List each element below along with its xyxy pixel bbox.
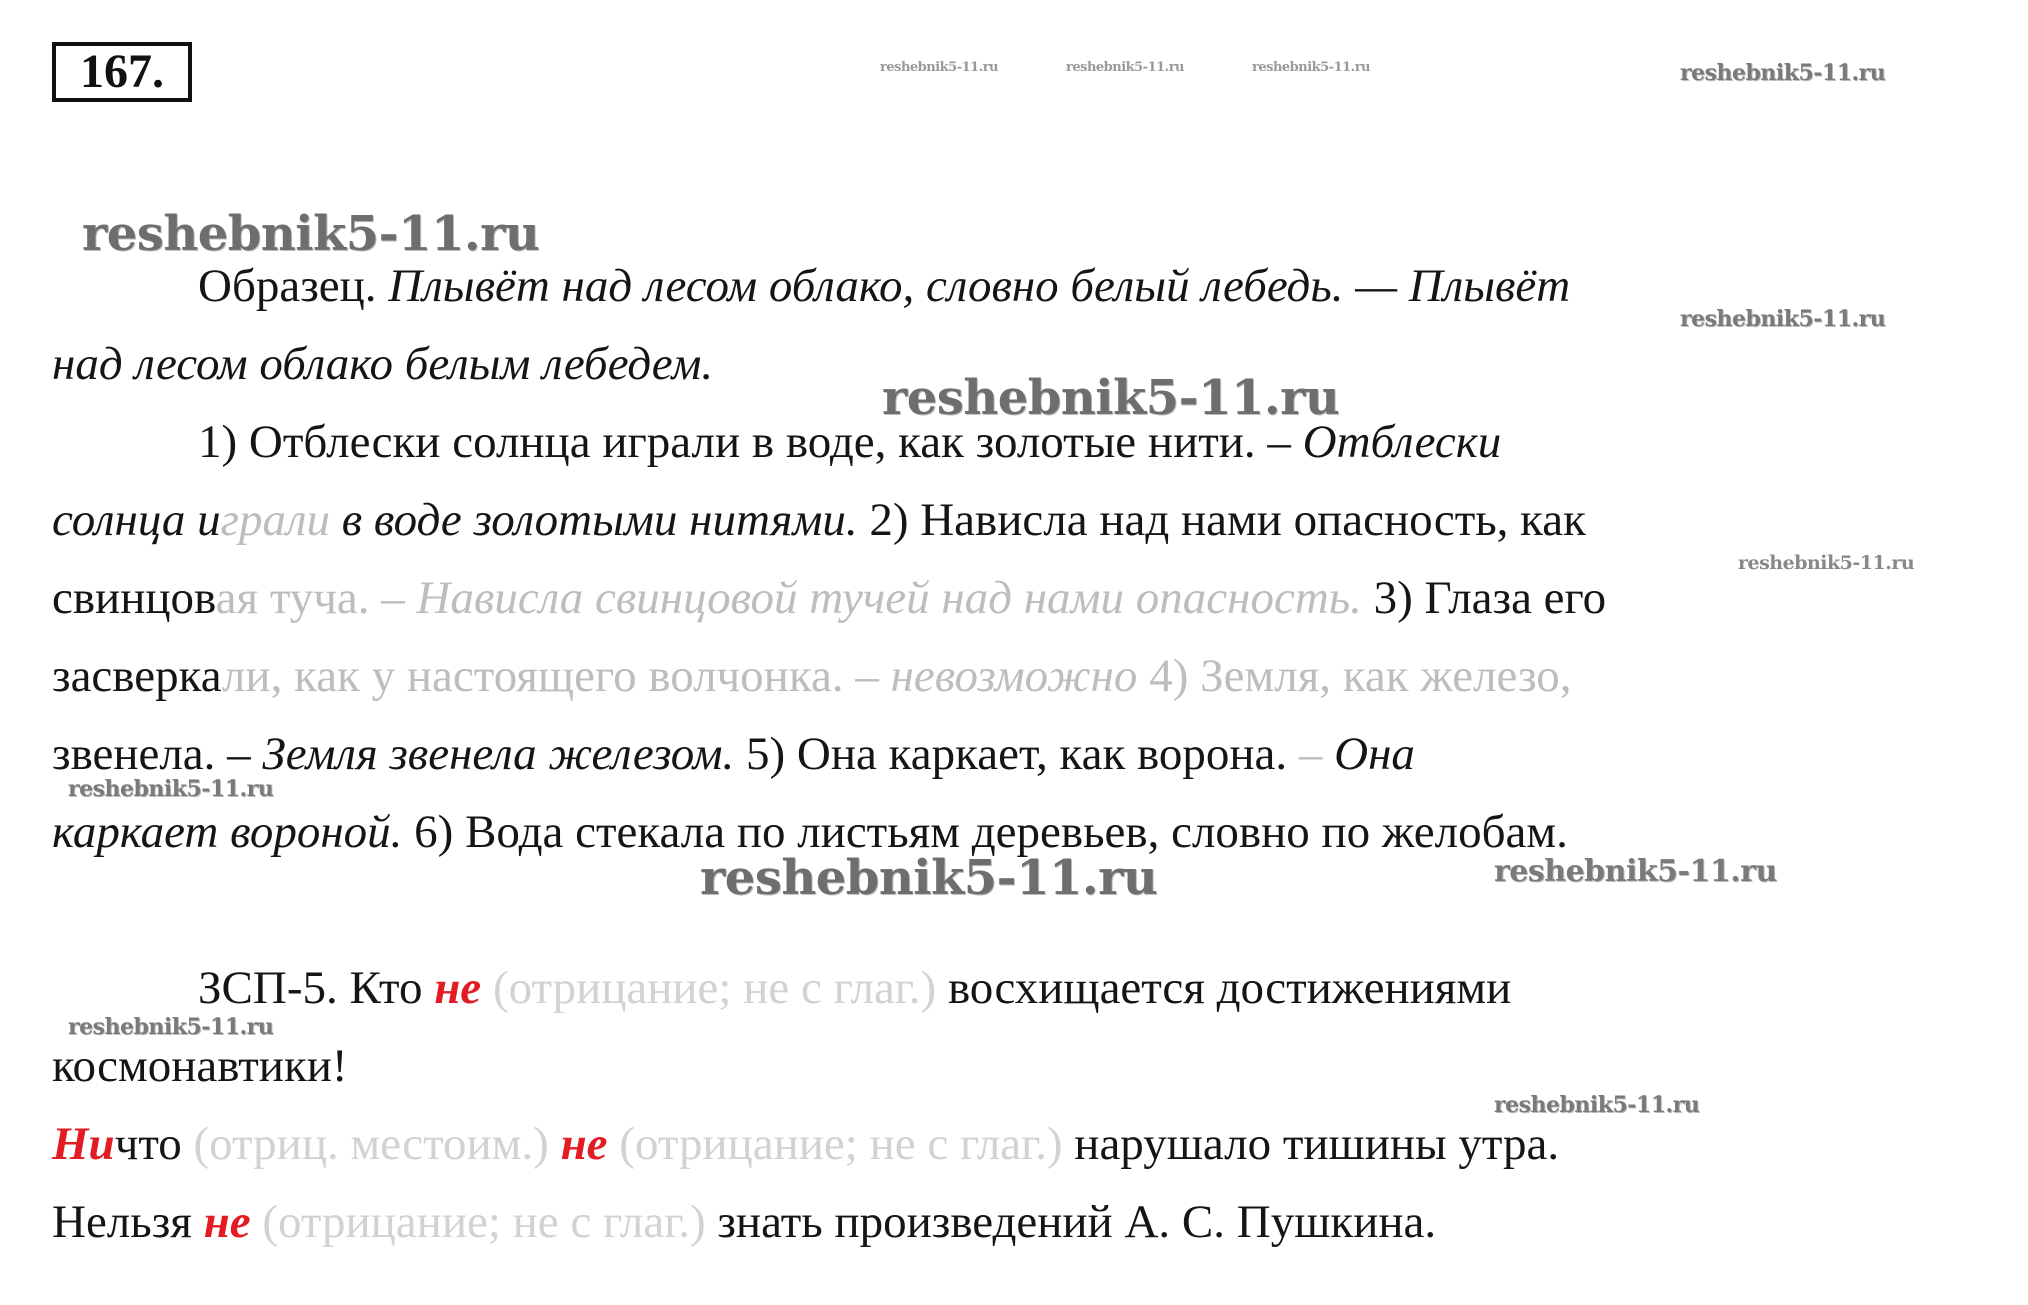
watermark: reshebnik5-11.ru xyxy=(1494,1092,1700,1118)
watermark: reshebnik5-11.ru xyxy=(880,60,999,75)
text-fragment: ЗСП-5. Кто xyxy=(198,962,423,1014)
text-fragment: ли, как у настоящего волчонка. xyxy=(221,650,844,702)
answer-fragment: солнца и xyxy=(52,494,221,546)
sample-text: Плывёт над лесом облако, словно белый лебедь. — Плывёт xyxy=(388,260,1571,312)
grammar-note: (отриц. местоим.) xyxy=(193,1118,549,1170)
text-line xyxy=(52,726,1415,782)
zsp-line xyxy=(52,1194,1436,1250)
text-fragment: 2) Нависла над нами опасность, как xyxy=(869,494,1587,546)
text-fragment: – xyxy=(1298,728,1323,780)
text-fragment: знать произведений А. С. Пушкина. xyxy=(717,1196,1437,1248)
watermark: reshebnik5-11.ru xyxy=(1680,306,1886,332)
text-fragment: Нельзя xyxy=(52,1196,192,1248)
answer-fragment: Она xyxy=(1334,728,1415,780)
text-fragment: что xyxy=(114,1118,182,1170)
text-fragment: 6) Вода стекала по листьям деревьев, словно по желобам. xyxy=(414,806,1568,858)
answer-fragment: Отблески xyxy=(1302,416,1502,468)
highlight-prefix: Ни xyxy=(52,1118,115,1170)
text-fragment: 1) Отблески солнца играли в воде, как золотые нити. – xyxy=(198,416,1291,468)
watermark: reshebnik5-11.ru xyxy=(1066,60,1185,75)
grammar-note: (отрицание; не с глаг.) xyxy=(262,1196,706,1248)
answer-fragment: – Земля звенела железом. xyxy=(227,728,735,780)
watermark: reshebnik5-11.ru xyxy=(1680,60,1886,86)
watermark: reshebnik5-11.ru xyxy=(1494,854,1777,889)
answer-fragment: – Нависла свинцовой тучей над нами опасность. xyxy=(381,572,1362,624)
watermark: reshebnik5-11.ru xyxy=(700,850,1158,906)
answer-fragment: каркает вороной. xyxy=(52,806,403,858)
watermark: reshebnik5-11.ru xyxy=(1738,552,1915,574)
sample-line xyxy=(52,336,713,392)
text-fragment: 3) Глаза его xyxy=(1373,572,1607,624)
watermark: reshebnik5-11.ru xyxy=(1252,60,1371,75)
text-line xyxy=(52,492,1586,548)
zsp-line xyxy=(198,960,1511,1016)
text-fragment: 4) Земля, как железо, xyxy=(1149,650,1572,702)
sample-text: над лесом облако белым лебедем. xyxy=(52,338,714,390)
text-line xyxy=(52,648,1572,704)
text-fragment: засверка xyxy=(52,650,222,702)
text-fragment: 5) Она каркает, как ворона. xyxy=(746,728,1288,780)
watermark: reshebnik5-11.ru xyxy=(82,206,540,262)
text-fragment: ая туча. xyxy=(215,572,370,624)
answer-fragment: в воде золотыми нитями. xyxy=(341,494,858,546)
task-number: 167. xyxy=(52,42,192,102)
zsp-line xyxy=(52,1038,348,1094)
text-fragment: звенела. xyxy=(52,728,216,780)
text-line xyxy=(198,414,1501,470)
text-fragment: нарушало тишины утра. xyxy=(1074,1118,1560,1170)
highlight-particle: не xyxy=(434,962,482,1014)
sample-label: Образец. xyxy=(198,260,377,312)
answer-fragment: – невозможно xyxy=(855,650,1138,702)
highlight-particle: не xyxy=(560,1118,608,1170)
text-line xyxy=(52,570,1606,626)
text-fragment: свинцов xyxy=(52,572,216,624)
watermark: reshebnik5-11.ru xyxy=(68,776,274,802)
sample-line xyxy=(198,258,1570,314)
watermark: reshebnik5-11.ru xyxy=(882,370,1340,426)
grammar-note: (отрицание; не с глаг.) xyxy=(619,1118,1063,1170)
text-fragment: космонавтики! xyxy=(52,1040,348,1092)
grammar-note: (отрицание; не с глаг.) xyxy=(492,962,937,1014)
text-line xyxy=(52,804,1568,860)
zsp-line xyxy=(52,1116,1559,1172)
highlight-particle: не xyxy=(203,1196,251,1248)
text-fragment: восхищается достижениями xyxy=(947,962,1512,1014)
answer-fragment: грали xyxy=(220,494,330,546)
watermark: reshebnik5-11.ru xyxy=(68,1014,274,1040)
